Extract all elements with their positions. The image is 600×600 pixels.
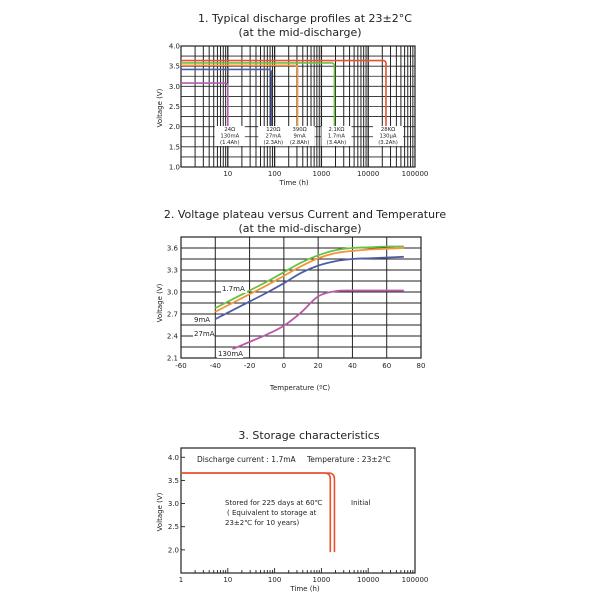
chart3-stored-line2: ( Equivalent to storage at — [227, 509, 317, 517]
chart3-title: 3. Storage characteristics — [238, 429, 380, 442]
chart3-ytick-label: 3.5 — [167, 476, 179, 485]
chart1-series-label: 130mA — [220, 133, 240, 140]
chart1-series-label: 390Ω — [292, 127, 307, 133]
chart2-xtick-label: 0 — [281, 362, 287, 370]
chart1-series-label: (2.8Ah) — [289, 140, 310, 146]
chart2-ytick-label: 2.4 — [166, 332, 178, 341]
chart2-xlabel: Temperature (ºC) — [269, 384, 331, 392]
chart2-xtick-label: 20 — [313, 362, 323, 370]
chart1-ytick-label: 2.0 — [168, 123, 180, 132]
chart1-xlabel: Time (h) — [279, 179, 309, 187]
chart2-series-label: 1.7mA — [222, 285, 245, 293]
chart2-series-line — [215, 246, 404, 308]
chart3-xtick-label: 1000 — [312, 576, 331, 584]
chart1-xtick-label: 10 — [223, 170, 233, 178]
chart1-series-label: (2.3Ah) — [263, 140, 284, 146]
chart1-ytick-label: 2.5 — [168, 103, 180, 111]
chart1-xtick-label: 100000 — [401, 170, 429, 178]
voltage-plateau-chart — [156, 208, 446, 392]
chart1-series-label: 9mA — [293, 133, 306, 140]
storage-characteristics-chart — [156, 429, 428, 593]
chart2-xtick-label: 60 — [382, 362, 392, 370]
chart1-series-label: 2.1KΩ — [328, 127, 345, 133]
chart2-series-label: 27mA — [194, 330, 215, 338]
chart3-stored-line1: Stored for 225 days at 60℃ — [225, 499, 323, 507]
chart1-ytick-label: 4.0 — [168, 42, 180, 51]
chart1-series-label: (3.4Ah) — [326, 140, 347, 146]
chart2-ylabel: Voltage (V) — [156, 283, 164, 323]
chart3-temperature: Temperature : 23±2℃ — [307, 455, 391, 464]
chart3-ytick-label: 3.0 — [167, 500, 179, 509]
chart2-series-label: 130mA — [218, 350, 243, 358]
chart3-ylabel: Voltage (V) — [156, 492, 164, 532]
chart2-title: 2. Voltage plateau versus Current and Temperature — [163, 208, 447, 221]
chart2-grid — [181, 237, 421, 358]
chart2-xtick-label: -20 — [243, 362, 256, 370]
chart2-ytick-label: 2.7 — [166, 310, 178, 319]
chart3-ytick-label: 4.0 — [167, 453, 179, 462]
chart1-xtick-label: 1000 — [312, 170, 331, 178]
chart2-subtitle: (at the mid-discharge) — [238, 222, 362, 235]
chart1-series-label: (1.4Ah) — [220, 140, 240, 146]
chart1-ytick-label: 1.5 — [168, 143, 180, 152]
chart1-series-label: 130µA — [379, 133, 397, 140]
chart1-series-label: 28KΩ — [380, 127, 396, 133]
chart3-discharge-current: Discharge current : 1.7mA — [197, 455, 296, 464]
chart3-initial-label: Initial — [351, 499, 371, 507]
chart2-ytick-label: 3.6 — [166, 244, 178, 253]
chart3-xtick-label: 100000 — [401, 576, 429, 584]
chart1-title: 1. Typical discharge profiles at 23±2°C — [198, 12, 412, 25]
chart2-series — [215, 246, 404, 349]
chart1-series-line — [181, 65, 298, 126]
chart1-subtitle: (at the mid-discharge) — [238, 26, 362, 39]
chart1-series-label: (3.2Ah) — [378, 140, 398, 146]
chart2-xtick-label: 80 — [416, 362, 426, 370]
chart3-xlabel: Time (h) — [290, 585, 320, 593]
chart1-series-labels — [215, 126, 403, 146]
discharge-profile-chart — [156, 12, 428, 187]
chart1-ytick-label: 3.5 — [168, 62, 180, 71]
chart1-ylabel: Voltage (V) — [156, 88, 164, 128]
chart3-xtick-label: 100 — [267, 576, 282, 584]
chart2-series-label: 9mA — [194, 316, 211, 324]
chart2-xtick-label: 40 — [347, 362, 357, 370]
chart2-xtick-label: -40 — [209, 362, 222, 370]
chart3-xtick-label: 1 — [178, 576, 184, 584]
chart3-ytick-label: 2.5 — [167, 523, 179, 532]
chart1-series-label: 27mA — [265, 133, 282, 140]
chart2-xtick-label: -60 — [175, 362, 187, 370]
chart1-xtick-label: 100 — [267, 170, 282, 178]
chart3-xtick-label: 10 — [223, 576, 233, 584]
chart3-stored-line3: 23±2℃ for 10 years) — [225, 519, 300, 527]
chart1-xtick-label: 10000 — [357, 170, 380, 178]
chart3-ytick-label: 2.0 — [167, 546, 179, 555]
chart1-ytick-label: 3.0 — [168, 82, 180, 91]
chart1-series-label: 1.7mA — [327, 133, 346, 140]
chart1-series-label: 24Ω — [224, 127, 236, 133]
chart2-ytick-label: 3.0 — [166, 288, 178, 297]
chart2-ytick-label: 3.3 — [166, 266, 178, 275]
chart2-ytick-label: 2.1 — [166, 354, 178, 363]
chart2-frame — [181, 237, 421, 358]
chart3-xtick-label: 10000 — [357, 576, 380, 584]
chart1-series-label: 120Ω — [266, 127, 281, 133]
chart1-ytick-label: 1.0 — [168, 163, 180, 172]
